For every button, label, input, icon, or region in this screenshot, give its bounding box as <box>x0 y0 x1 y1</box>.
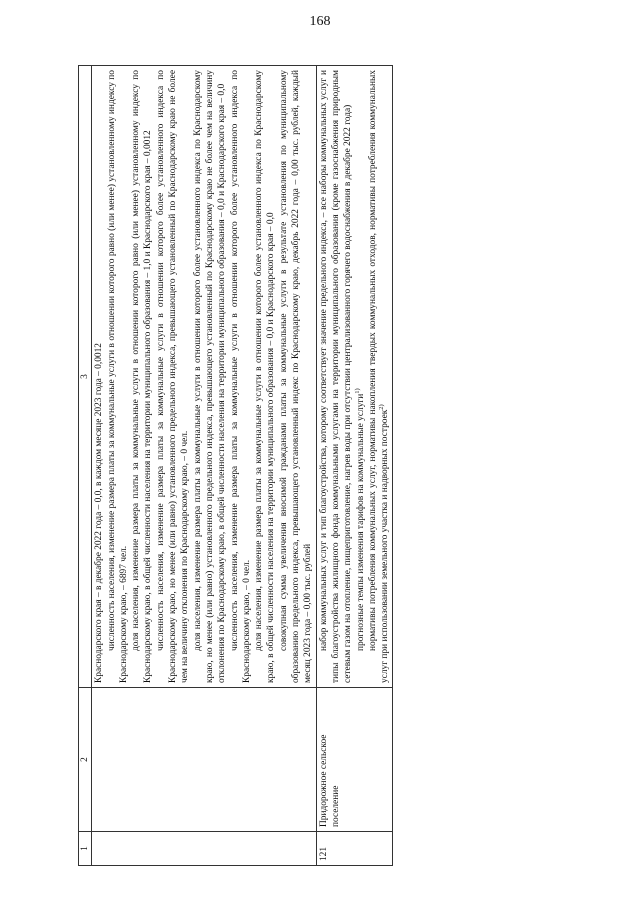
paragraph: численность населения, изменение размера платы за коммунальные услуги в отношении которого более установленного индекса по Краснодарскому краю, но менее (или равно) установленного предельного индекса, превышающего установленный по Краснодарскому краю не более чем на величину отклонения по Краснодарскому краю, – 0 чел. <box>155 70 191 683</box>
paragraph: Краснодарского края – в декабре 2022 года – 0,0, в каждом месяце 2023 года – 0,0012 <box>94 343 105 683</box>
settlement-name: Придорожное сельское поселение <box>316 688 393 832</box>
paragraph: совокупная сумма увеличения вносимой гражданами платы за коммунальные услуги в результате установления по муниципальному образованию предельного индекса, превышающего установленный индекс по Краснодарскому краю, декабрь 2022 года – 0,00 тыс. рублей, каждый месяц 2023 года – 0,00 тыс. рублей <box>278 70 314 683</box>
row-text-cell <box>316 66 393 688</box>
paragraph-text: нормативы потребления коммунальных услуг, нормативы накопления твердых коммунальных отходов, нормативы потребления коммунальных услуг при использовании земельного участка и надворных построек <box>367 70 391 683</box>
footnote-marker: 2) <box>378 404 385 410</box>
paragraph <box>367 70 392 683</box>
paragraph <box>355 70 367 683</box>
continuation-number-cell <box>92 832 316 866</box>
footnote-marker: 1) <box>353 388 361 394</box>
paragraph: доля населения, изменение размера платы за коммунальные услуги в отношении которого более установленного индекса по Краснодарскому краю, в общей численности населения на территории муниципального образования – 0,0 и Краснодарского края – 0,0 <box>254 70 277 683</box>
paragraph: доля населения, изменение размера платы за коммунальные услуги в отношении которого равно (или менее) установленному индексу по Краснодарскому краю, в общей численности населения на территории муниципального образования – 1,0 и Краснодарского края – 0,0012 <box>131 70 154 683</box>
table-row-121 <box>316 66 393 866</box>
paragraph <box>318 70 355 683</box>
header-col-1: 1 <box>79 832 92 866</box>
continuation-row <box>92 66 316 866</box>
continuation-text-cell <box>92 66 316 688</box>
paragraph: доля населения, изменение размера платы за коммунальные услуги в отношении которого более установленного индекса по Краснодарскому краю, но менее (или равно) установленного предельного индекса, превышающего установленный по Краснодарскому краю не более чем на величину отклонения по Краснодарскому краю, в общей численности населения на территории муниципального образования – 0,0 и Краснодарского края – 0,0 <box>192 70 228 683</box>
row-number: 121 <box>316 832 393 866</box>
header-col-2: 2 <box>79 688 92 832</box>
continuation-name-cell <box>92 688 316 832</box>
header-col-3: 3 <box>79 66 92 688</box>
paragraph: численность населения, изменение размера платы за коммунальные услуги в отношении которого более установленного индекса по Краснодарскому краю, – 0 чел. <box>229 70 252 683</box>
paragraph-text: набор коммунальных услуг и тип благоустройства, которому соответствует значение предельного индекса, – все наборы коммунальных услуг и типы благоустройства жилищного фонда коммунальными услугами на территории муниципального образования (кроме газоснабжения природным сетевым газом на отопление, пищеприготовление, нагрев воды при отсутствии централизованного горячего водоснабжения в декабре 2022 года) <box>318 70 354 683</box>
settlements-table <box>78 65 393 866</box>
paragraph: численность населения, изменение размера платы за коммунальные услуги в отношении которого равно (или менее) установленному индексу по Краснодарскому краю, – 6897 чел. <box>106 70 129 683</box>
table-header-row <box>79 66 92 866</box>
rotated-page-content <box>78 66 640 866</box>
page-number: 168 <box>309 14 331 29</box>
paragraph-text: прогнозные темпы изменения тарифов на коммунальные услуги <box>355 393 366 651</box>
